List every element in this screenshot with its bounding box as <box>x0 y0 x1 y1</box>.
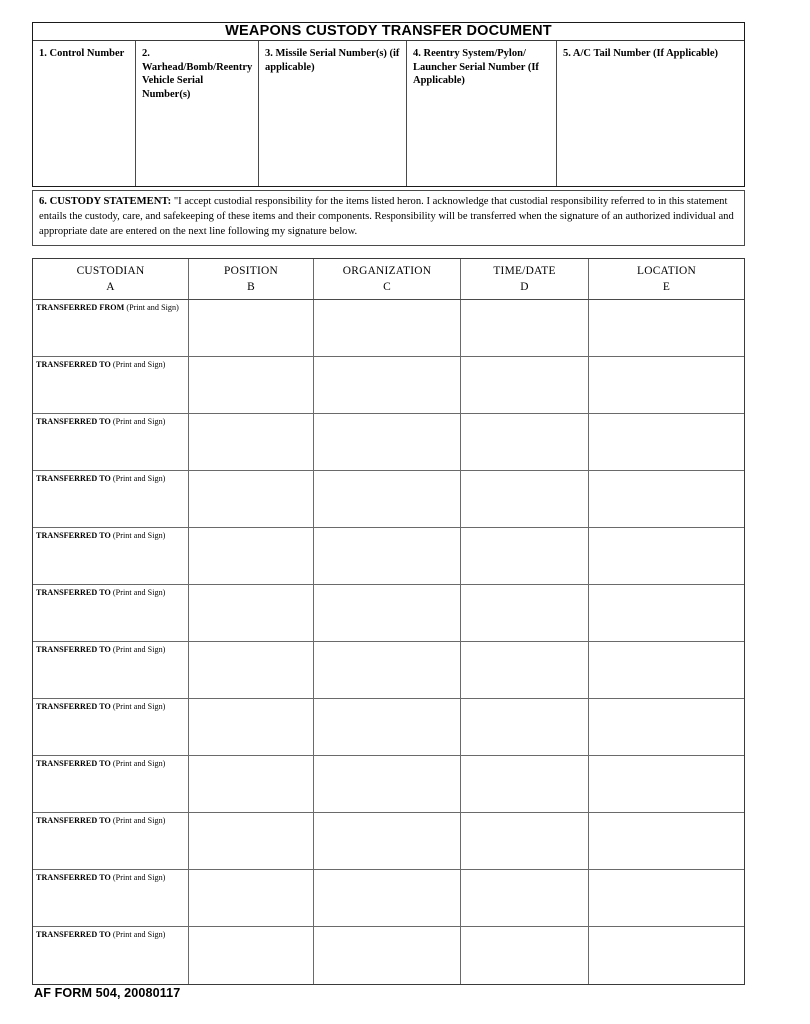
row-label-text: TRANSFERRED TO <box>36 816 111 825</box>
cell-custodian[interactable] <box>33 813 189 869</box>
table-body <box>33 300 744 984</box>
cell-position[interactable] <box>189 414 314 470</box>
cell-location[interactable] <box>589 471 744 527</box>
custody-statement-text <box>39 195 736 239</box>
row-label-note: (Print and Sign) <box>112 417 166 426</box>
cell-location[interactable] <box>589 927 744 984</box>
row-label <box>33 870 188 883</box>
field-reentry-system-serial-number-label: 4. Reentry System/Pylon/ Launcher Serial Number (If Applicable) <box>413 48 539 87</box>
column-header-organization <box>314 259 461 299</box>
table-row <box>33 414 744 471</box>
row-label <box>33 471 188 484</box>
cell-position[interactable] <box>189 300 314 356</box>
cell-custodian[interactable] <box>33 471 189 527</box>
column-header-position <box>189 259 314 299</box>
cell-location[interactable] <box>589 813 744 869</box>
cell-location[interactable] <box>589 699 744 755</box>
cell-organization[interactable] <box>314 357 461 413</box>
field-reentry-system-serial-number[interactable] <box>407 41 557 186</box>
cell-organization[interactable] <box>314 585 461 641</box>
table-row <box>33 642 744 699</box>
row-label-text: TRANSFERRED FROM <box>36 303 125 312</box>
field-control-number[interactable] <box>33 41 136 186</box>
cell-position[interactable] <box>189 870 314 926</box>
field-warhead-serial-number[interactable] <box>136 41 259 186</box>
row-label-note: (Print and Sign) <box>112 531 166 540</box>
row-label-note: (Print and Sign) <box>112 360 166 369</box>
row-label-note: (Print and Sign) <box>112 930 166 939</box>
column-header-organization-name: ORGANIZATION <box>342 264 432 277</box>
row-label-text: TRANSFERRED TO <box>36 702 111 711</box>
field-missile-serial-number[interactable] <box>259 41 407 186</box>
row-label-note: (Print and Sign) <box>112 759 166 768</box>
row-label-note: (Print and Sign) <box>112 873 166 882</box>
custody-statement-heading: 6. CUSTODY STATEMENT: <box>39 196 172 207</box>
cell-location[interactable] <box>589 756 744 812</box>
cell-time-date[interactable] <box>461 642 589 698</box>
form-footer: AF FORM 504, 20080117 <box>34 986 181 1000</box>
column-header-position-letter: B <box>247 281 255 293</box>
row-label <box>33 756 188 769</box>
cell-location[interactable] <box>589 300 744 356</box>
cell-time-date[interactable] <box>461 528 589 584</box>
cell-organization[interactable] <box>314 642 461 698</box>
custody-transfer-table <box>32 258 745 985</box>
row-label-text: TRANSFERRED TO <box>36 474 111 483</box>
cell-organization[interactable] <box>314 870 461 926</box>
row-label <box>33 699 188 712</box>
field-warhead-serial-number-label: 2. Warhead/Bomb/Reentry Vehicle Serial Number(s) <box>142 48 253 100</box>
cell-time-date[interactable] <box>461 699 589 755</box>
row-label-note: (Print and Sign) <box>112 474 166 483</box>
cell-custodian[interactable] <box>33 870 189 926</box>
cell-organization[interactable] <box>314 414 461 470</box>
cell-position[interactable] <box>189 927 314 984</box>
cell-position[interactable] <box>189 756 314 812</box>
cell-time-date[interactable] <box>461 414 589 470</box>
cell-location[interactable] <box>589 357 744 413</box>
row-label <box>33 642 188 655</box>
field-ac-tail-number[interactable] <box>557 41 744 186</box>
row-label-text: TRANSFERRED TO <box>36 588 111 597</box>
cell-time-date[interactable] <box>461 471 589 527</box>
cell-time-date[interactable] <box>461 300 589 356</box>
column-header-time-date-name: TIME/DATE <box>493 264 556 277</box>
cell-organization[interactable] <box>314 300 461 356</box>
cell-location[interactable] <box>589 642 744 698</box>
cell-custodian[interactable] <box>33 642 189 698</box>
row-label-text: TRANSFERRED TO <box>36 930 111 939</box>
table-header-row <box>33 259 744 300</box>
row-label <box>33 927 188 940</box>
table-row <box>33 471 744 528</box>
row-label-text: TRANSFERRED TO <box>36 417 111 426</box>
cell-custodian[interactable] <box>33 414 189 470</box>
row-label-note: (Print and Sign) <box>112 588 166 597</box>
cell-organization[interactable] <box>314 756 461 812</box>
row-label <box>33 300 188 313</box>
field-control-number-label: 1. Control Number <box>39 48 125 59</box>
row-label <box>33 528 188 541</box>
custody-statement-block <box>32 190 745 246</box>
cell-time-date[interactable] <box>461 756 589 812</box>
cell-position[interactable] <box>189 642 314 698</box>
table-row <box>33 699 744 756</box>
row-label <box>33 585 188 598</box>
table-row <box>33 756 744 813</box>
column-header-location-name: LOCATION <box>637 264 696 277</box>
column-header-custodian-name: CUSTODIAN <box>76 264 145 277</box>
page-title: WEAPONS CUSTODY TRANSFER DOCUMENT <box>225 23 552 40</box>
cell-time-date[interactable] <box>461 585 589 641</box>
column-header-time-date <box>461 259 589 299</box>
cell-time-date[interactable] <box>461 927 589 984</box>
custody-statement-body: "I accept custodial responsibility for the items listed heron. I acknowledge that custodial responsibility referred to in this statement entails the custody, care, and safekeeping of these items and their components. Responsibility will be transferred when the signature of an authorized individual and appropriate date are entered on the next line following my signature below. <box>39 196 734 237</box>
cell-organization[interactable] <box>314 528 461 584</box>
cell-position[interactable] <box>189 699 314 755</box>
row-label-note: (Print and Sign) <box>112 702 166 711</box>
cell-custodian[interactable] <box>33 585 189 641</box>
field-ac-tail-number-label: 5. A/C Tail Number (If Applicable) <box>563 48 718 59</box>
cell-organization[interactable] <box>314 471 461 527</box>
table-row <box>33 585 744 642</box>
row-label-text: TRANSFERRED TO <box>36 645 111 654</box>
cell-location[interactable] <box>589 528 744 584</box>
column-header-organization-letter: C <box>383 281 391 293</box>
row-label-note: (Print and Sign) <box>126 303 179 312</box>
column-header-custodian <box>33 259 189 299</box>
table-row <box>33 528 744 585</box>
cell-position[interactable] <box>189 813 314 869</box>
row-label-text: TRANSFERRED TO <box>36 759 111 768</box>
row-label <box>33 357 188 370</box>
title-row <box>33 23 744 41</box>
cell-location[interactable] <box>589 585 744 641</box>
cell-time-date[interactable] <box>461 357 589 413</box>
cell-organization[interactable] <box>314 927 461 984</box>
cell-location[interactable] <box>589 870 744 926</box>
column-header-location-letter: E <box>662 281 671 293</box>
table-row <box>33 927 744 984</box>
row-label-text: TRANSFERRED TO <box>36 360 111 369</box>
table-row <box>33 813 744 870</box>
row-label <box>33 414 188 427</box>
cell-position[interactable] <box>189 585 314 641</box>
cell-organization[interactable] <box>314 813 461 869</box>
cell-custodian[interactable] <box>33 756 189 812</box>
row-label-text: TRANSFERRED TO <box>36 873 111 882</box>
table-row <box>33 357 744 414</box>
row-label-text: TRANSFERRED TO <box>36 531 111 540</box>
header-field-row <box>33 41 744 186</box>
cell-custodian[interactable] <box>33 699 189 755</box>
cell-position[interactable] <box>189 471 314 527</box>
row-label-note: (Print and Sign) <box>112 645 166 654</box>
column-header-time-date-letter: D <box>520 281 529 293</box>
cell-position[interactable] <box>189 528 314 584</box>
table-row <box>33 300 744 357</box>
cell-time-date[interactable] <box>461 813 589 869</box>
row-label <box>33 813 188 826</box>
cell-time-date[interactable] <box>461 870 589 926</box>
column-header-custodian-letter: A <box>106 281 115 293</box>
field-missile-serial-number-label: 3. Missile Serial Number(s) (if applicable) <box>265 48 400 73</box>
column-header-position-name: POSITION <box>224 264 278 277</box>
cell-organization[interactable] <box>314 699 461 755</box>
column-header-location <box>589 259 744 299</box>
cell-custodian[interactable] <box>33 528 189 584</box>
cell-custodian[interactable] <box>33 300 189 356</box>
cell-location[interactable] <box>589 414 744 470</box>
row-label-note: (Print and Sign) <box>112 816 166 825</box>
cell-custodian[interactable] <box>33 357 189 413</box>
table-row <box>33 870 744 927</box>
cell-custodian[interactable] <box>33 927 189 984</box>
cell-position[interactable] <box>189 357 314 413</box>
header-block <box>32 22 745 187</box>
